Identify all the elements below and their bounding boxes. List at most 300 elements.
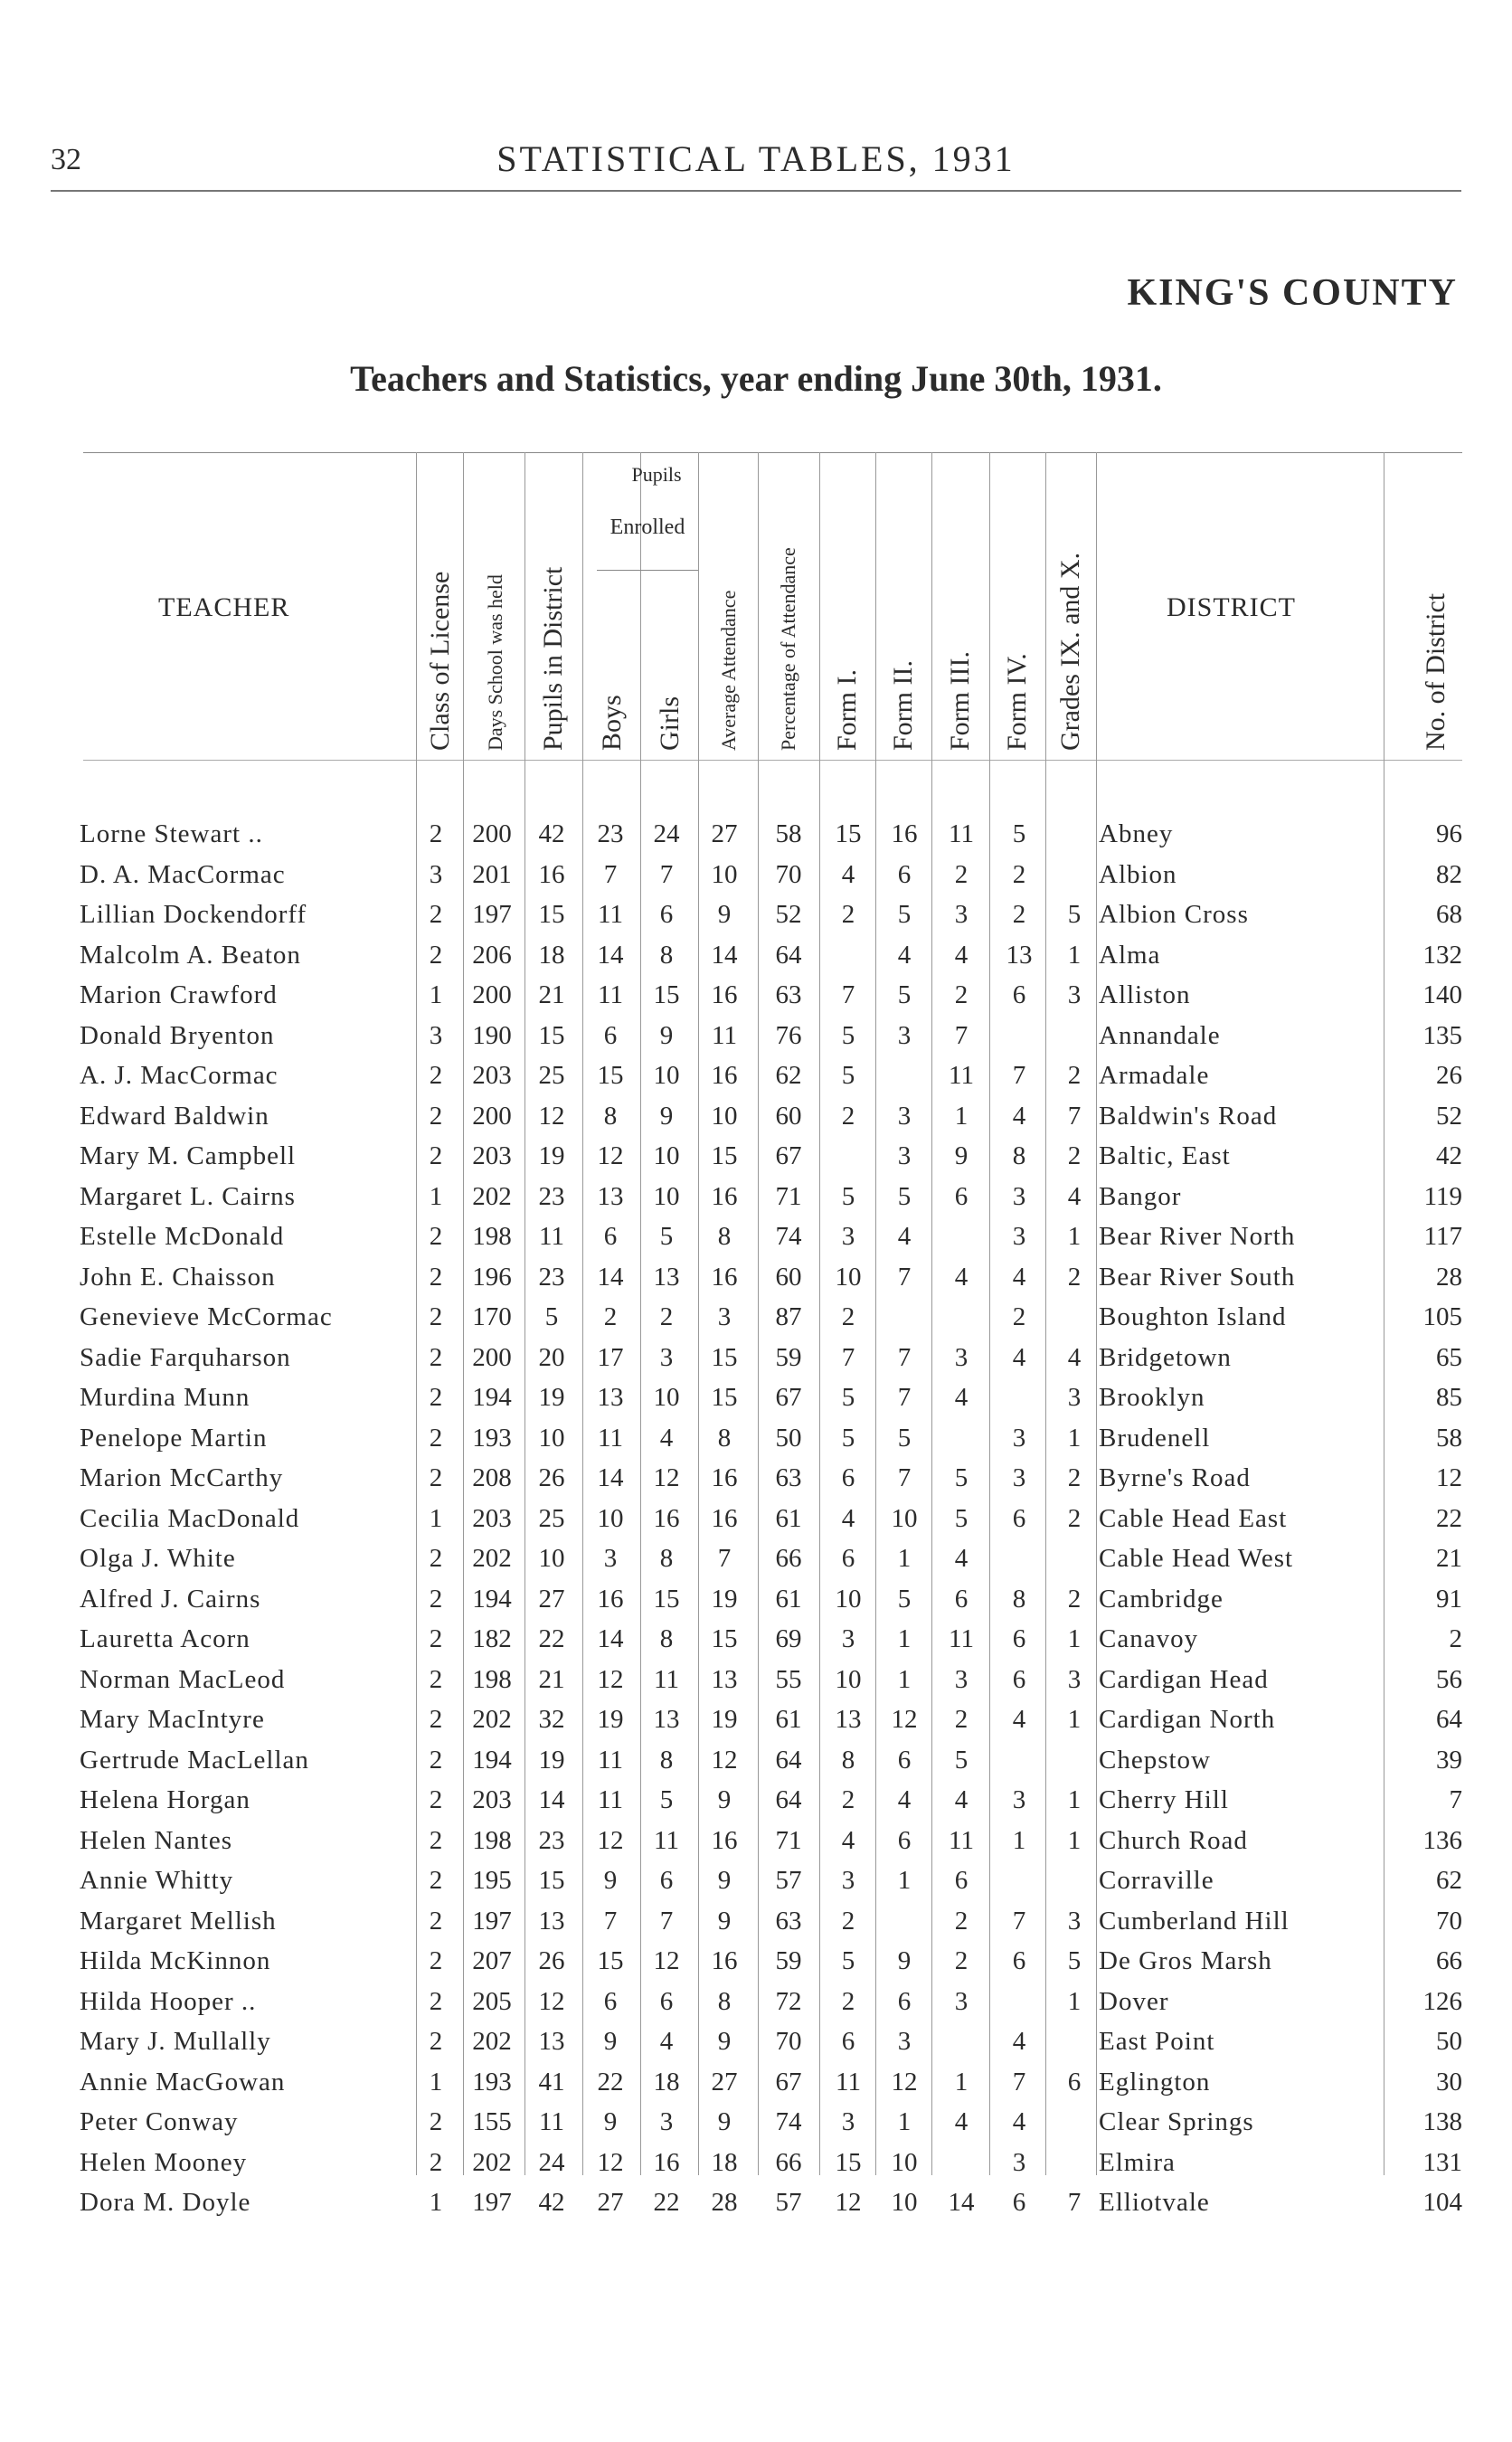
district-name: Cumberland Hill (1099, 1906, 1290, 1936)
boys-cell: 27 (597, 2188, 624, 2217)
district-number: 56 (1436, 1664, 1462, 1694)
form-1-cell: 4 (841, 1503, 855, 1533)
form-4-cell: 6 (1012, 1946, 1026, 1975)
class-of-license-cell: 1 (429, 2067, 443, 2097)
district-number: 28 (1436, 1262, 1462, 1292)
average-attendance-cell: 16 (711, 1463, 738, 1492)
girls-cell: 11 (654, 1664, 679, 1694)
form-3-cell: 4 (954, 1544, 969, 1573)
district-number: 131 (1422, 2147, 1462, 2177)
boys-cell: 11 (598, 1423, 623, 1453)
days-held-cell: 197 (472, 900, 512, 929)
percentage-attendance-cell: 67 (775, 2067, 802, 2097)
average-attendance-cell: 19 (711, 1584, 738, 1614)
form-1-cell: 2 (841, 1101, 855, 1131)
girls-cell: 16 (653, 2147, 680, 2177)
form-4-cell: 4 (1012, 1705, 1026, 1734)
girls-cell: 2 (659, 1302, 674, 1331)
grades-cell: 3 (1067, 1383, 1082, 1412)
pupils-in-district-cell: 32 (538, 1705, 565, 1734)
grades-cell: 6 (1067, 2067, 1082, 2097)
form-1-cell: 2 (841, 1986, 855, 2016)
district-name: Abney (1099, 819, 1174, 848)
district-number: 70 (1436, 1906, 1462, 1936)
percentage-attendance-cell: 63 (775, 1906, 802, 1936)
form-2-cell: 4 (897, 940, 912, 970)
form-3-cell: 2 (954, 1946, 969, 1975)
teacher-name: D. A. MacCormac (80, 859, 286, 889)
district-name: Bear River South (1099, 1262, 1296, 1292)
district-number: 39 (1436, 1745, 1462, 1775)
teacher-name: Alfred J. Cairns (80, 1584, 261, 1614)
district-number: 21 (1436, 1544, 1462, 1573)
percentage-attendance-cell: 69 (775, 1624, 802, 1653)
days-held-cell: 195 (472, 1866, 512, 1895)
teacher-name: Edward Baldwin (80, 1101, 269, 1131)
teacher-name: A. J. MacCormac (80, 1061, 279, 1090)
table-row (0, 1619, 1512, 1659)
form-2-cell: 1 (897, 1664, 912, 1694)
days-held-cell: 194 (472, 1745, 512, 1775)
table-row (0, 1055, 1512, 1095)
table-row (0, 1982, 1512, 2021)
pupils-in-district-cell: 26 (538, 1946, 565, 1975)
teacher-name: Lauretta Acorn (80, 1624, 250, 1653)
district-number: 12 (1436, 1463, 1462, 1492)
percentage-attendance-cell: 71 (775, 1181, 802, 1211)
teacher-name: Margaret L. Cairns (80, 1181, 296, 1211)
teacher-name: Penelope Martin (80, 1423, 268, 1453)
form-2-cell: 5 (897, 1584, 912, 1614)
form-1-cell: 5 (841, 1946, 855, 1975)
boys-cell: 9 (603, 2027, 618, 2056)
grades-cell: 3 (1067, 1664, 1082, 1694)
form-4-cell: 8 (1012, 1584, 1026, 1614)
form-3-cell: 11 (949, 1624, 974, 1653)
pupils-in-district-cell: 41 (538, 2067, 565, 2097)
girls-cell: 11 (654, 1825, 679, 1855)
form-1-cell: 8 (841, 1745, 855, 1775)
district-name: Cardigan North (1099, 1705, 1276, 1734)
average-attendance-cell: 8 (717, 1986, 732, 2016)
class-of-license-cell: 2 (429, 940, 443, 970)
average-attendance-cell: 18 (711, 2147, 738, 2177)
girls-cell: 5 (659, 1222, 674, 1251)
pupils-in-district-cell: 10 (538, 1423, 565, 1453)
percentage-attendance-cell: 63 (775, 980, 802, 1009)
district-name: Armadale (1099, 1061, 1210, 1090)
form-2-cell: 10 (891, 2188, 918, 2217)
grades-cell: 3 (1067, 1906, 1082, 1936)
grades-cell: 2 (1067, 1061, 1082, 1090)
boys-cell: 11 (598, 1745, 623, 1775)
class-of-license-cell: 2 (429, 1262, 443, 1292)
form-3-cell: 5 (954, 1463, 969, 1492)
class-of-license-cell: 2 (429, 1342, 443, 1372)
district-number: 136 (1422, 1825, 1462, 1855)
form-4-cell: 1 (1012, 1825, 1026, 1855)
form-4-cell: 3 (1012, 1463, 1026, 1492)
table-row (0, 1660, 1512, 1699)
days-held-cell: 200 (472, 1101, 512, 1131)
district-name: Byrne's Road (1099, 1463, 1251, 1492)
header-boys: Boys (597, 695, 627, 751)
district-name: Boughton Island (1099, 1302, 1287, 1331)
teacher-name: Helena Horgan (80, 1785, 250, 1814)
percentage-attendance-cell: 70 (775, 859, 802, 889)
percentage-attendance-cell: 50 (775, 1423, 802, 1453)
class-of-license-cell: 2 (429, 1061, 443, 1090)
percentage-attendance-cell: 62 (775, 1061, 802, 1090)
boys-cell: 12 (597, 1664, 624, 1694)
form-3-cell: 4 (954, 1785, 969, 1814)
county-heading: KING'S COUNTY (1127, 272, 1458, 314)
class-of-license-cell: 2 (429, 819, 443, 848)
boys-cell: 15 (597, 1061, 624, 1090)
form-3-cell: 6 (954, 1584, 969, 1614)
district-number: 66 (1436, 1946, 1462, 1975)
table-row (0, 1499, 1512, 1538)
class-of-license-cell: 3 (429, 859, 443, 889)
average-attendance-cell: 10 (711, 859, 738, 889)
form-4-cell: 6 (1012, 1624, 1026, 1653)
form-3-cell: 3 (954, 1986, 969, 2016)
days-held-cell: 193 (472, 2067, 512, 2097)
percentage-attendance-cell: 57 (775, 2188, 802, 2217)
form-4-cell: 6 (1012, 1664, 1026, 1694)
average-attendance-cell: 9 (717, 2107, 732, 2136)
boys-cell: 7 (603, 859, 618, 889)
form-3-cell: 11 (949, 1825, 974, 1855)
teacher-name: Gertrude MacLellan (80, 1745, 309, 1775)
form-4-cell: 4 (1012, 1101, 1026, 1131)
form-4-cell: 3 (1012, 1423, 1026, 1453)
district-number: 91 (1436, 1584, 1462, 1614)
grades-cell: 1 (1067, 1624, 1082, 1653)
district-name: Elmira (1099, 2147, 1176, 2177)
pupils-in-district-cell: 14 (538, 1785, 565, 1814)
pupils-in-district-cell: 42 (538, 819, 565, 848)
form-3-cell: 14 (948, 2188, 975, 2217)
percentage-attendance-cell: 76 (775, 1020, 802, 1050)
days-held-cell: 203 (472, 1785, 512, 1814)
percentage-attendance-cell: 61 (775, 1503, 802, 1533)
days-held-cell: 190 (472, 1020, 512, 1050)
form-4-cell: 4 (1012, 2107, 1026, 2136)
girls-cell: 4 (659, 1423, 674, 1453)
form-2-cell: 10 (891, 2147, 918, 2177)
girls-cell: 12 (653, 1946, 680, 1975)
table-row (0, 1538, 1512, 1578)
table-row (0, 2182, 1512, 2222)
teacher-name: Cecilia MacDonald (80, 1503, 300, 1533)
boys-cell: 6 (603, 1986, 618, 2016)
boys-cell: 14 (597, 940, 624, 970)
form-2-cell: 7 (897, 1262, 912, 1292)
table-row (0, 1821, 1512, 1860)
girls-cell: 9 (659, 1101, 674, 1131)
form-2-cell: 5 (897, 980, 912, 1009)
boys-cell: 7 (603, 1906, 618, 1936)
teacher-name: Peter Conway (80, 2107, 239, 2136)
district-name: Baldwin's Road (1099, 1101, 1278, 1131)
class-of-license-cell: 2 (429, 1141, 443, 1170)
pupils-in-district-cell: 23 (538, 1181, 565, 1211)
boys-cell: 23 (597, 819, 624, 848)
district-name: Albion (1099, 859, 1177, 889)
header-enrolled-rule (597, 570, 698, 571)
table-row (0, 1740, 1512, 1780)
grades-cell: 2 (1067, 1262, 1082, 1292)
grades-cell: 1 (1067, 1825, 1082, 1855)
header-form-3: Form III. (945, 651, 975, 751)
table-row (0, 1780, 1512, 1820)
pupils-in-district-cell: 27 (538, 1584, 565, 1614)
form-2-cell: 7 (897, 1463, 912, 1492)
average-attendance-cell: 3 (717, 1302, 732, 1331)
district-number: 65 (1436, 1342, 1462, 1372)
form-4-cell: 5 (1012, 819, 1026, 848)
average-attendance-cell: 15 (711, 1383, 738, 1412)
teacher-name: Genevieve McCormac (80, 1302, 333, 1331)
pupils-in-district-cell: 16 (538, 859, 565, 889)
header-bottom-rule (83, 760, 1462, 761)
form-1-cell: 3 (841, 1222, 855, 1251)
pupils-in-district-cell: 15 (538, 1020, 565, 1050)
percentage-attendance-cell: 64 (775, 1785, 802, 1814)
table-row (0, 1699, 1512, 1739)
form-1-cell: 3 (841, 1624, 855, 1653)
header-grades: Grades IX. and X. (1055, 552, 1085, 751)
form-3-cell: 9 (954, 1141, 969, 1170)
percentage-attendance-cell: 59 (775, 1946, 802, 1975)
average-attendance-cell: 9 (717, 2027, 732, 2056)
district-name: Albion Cross (1099, 900, 1249, 929)
teacher-name: John E. Chaisson (80, 1262, 276, 1292)
table-row (0, 1216, 1512, 1256)
pupils-in-district-cell: 20 (538, 1342, 565, 1372)
district-number: 26 (1436, 1061, 1462, 1090)
average-attendance-cell: 14 (711, 940, 738, 970)
form-1-cell: 11 (836, 2067, 861, 2097)
form-4-cell: 3 (1012, 1785, 1026, 1814)
girls-cell: 10 (653, 1141, 680, 1170)
teacher-name: Norman MacLeod (80, 1664, 286, 1694)
table-row (0, 935, 1512, 975)
class-of-license-cell: 2 (429, 2147, 443, 2177)
average-attendance-cell: 16 (711, 1503, 738, 1533)
teacher-name: Mary MacIntyre (80, 1705, 265, 1734)
average-attendance-cell: 16 (711, 1262, 738, 1292)
girls-cell: 16 (653, 1503, 680, 1533)
page-number: 32 (51, 143, 81, 176)
teacher-name: Helen Nantes (80, 1825, 233, 1855)
table-row (0, 1377, 1512, 1417)
days-held-cell: 198 (472, 1222, 512, 1251)
average-attendance-cell: 9 (717, 1785, 732, 1814)
girls-cell: 8 (659, 1544, 674, 1573)
district-number: 22 (1436, 1503, 1462, 1533)
grades-cell: 4 (1067, 1342, 1082, 1372)
form-2-cell: 9 (897, 1946, 912, 1975)
pupils-in-district-cell: 10 (538, 1544, 565, 1573)
boys-cell: 14 (597, 1262, 624, 1292)
girls-cell: 13 (653, 1705, 680, 1734)
form-3-cell: 4 (954, 1262, 969, 1292)
district-name: Cardigan Head (1099, 1664, 1269, 1694)
percentage-attendance-cell: 67 (775, 1383, 802, 1412)
class-of-license-cell: 2 (429, 1383, 443, 1412)
pupils-in-district-cell: 11 (539, 2107, 564, 2136)
average-attendance-cell: 11 (712, 1020, 737, 1050)
district-number: 82 (1436, 859, 1462, 889)
boys-cell: 9 (603, 2107, 618, 2136)
percentage-attendance-cell: 64 (775, 940, 802, 970)
class-of-license-cell: 2 (429, 1906, 443, 1936)
days-held-cell: 198 (472, 1664, 512, 1694)
percentage-attendance-cell: 66 (775, 2147, 802, 2177)
grades-cell: 1 (1067, 1986, 1082, 2016)
district-number: 62 (1436, 1866, 1462, 1895)
average-attendance-cell: 12 (711, 1745, 738, 1775)
class-of-license-cell: 2 (429, 1785, 443, 1814)
teacher-name: Olga J. White (80, 1544, 236, 1573)
form-4-cell: 13 (1006, 940, 1033, 970)
grades-cell: 1 (1067, 1705, 1082, 1734)
teacher-name: Hilda McKinnon (80, 1946, 271, 1975)
boys-cell: 11 (598, 1785, 623, 1814)
pupils-in-district-cell: 21 (538, 980, 565, 1009)
form-3-cell: 1 (954, 2067, 969, 2097)
girls-cell: 22 (653, 2188, 680, 2217)
form-1-cell: 2 (841, 1785, 855, 1814)
form-1-cell: 6 (841, 2027, 855, 2056)
average-attendance-cell: 16 (711, 1946, 738, 1975)
girls-cell: 10 (653, 1383, 680, 1412)
form-4-cell: 6 (1012, 1503, 1026, 1533)
girls-cell: 8 (659, 1624, 674, 1653)
district-name: Elliotvale (1099, 2188, 1210, 2217)
class-of-license-cell: 2 (429, 900, 443, 929)
form-2-cell: 6 (897, 1745, 912, 1775)
form-2-cell: 16 (891, 819, 918, 848)
table-row (0, 975, 1512, 1015)
girls-cell: 4 (659, 2027, 674, 2056)
girls-cell: 7 (659, 1906, 674, 1936)
percentage-attendance-cell: 57 (775, 1866, 802, 1895)
form-1-cell: 5 (841, 1020, 855, 1050)
form-3-cell: 3 (954, 900, 969, 929)
girls-cell: 10 (653, 1061, 680, 1090)
form-2-cell: 3 (897, 2027, 912, 2056)
girls-cell: 5 (659, 1785, 674, 1814)
district-number: 30 (1436, 2067, 1462, 2097)
form-2-cell: 4 (897, 1222, 912, 1251)
class-of-license-cell: 2 (429, 1664, 443, 1694)
teacher-name: Hilda Hooper .. (80, 1986, 257, 2016)
form-3-cell: 6 (954, 1866, 969, 1895)
teacher-name: Mary J. Mullally (80, 2027, 271, 2056)
district-name: Annandale (1099, 1020, 1221, 1050)
district-number: 117 (1423, 1222, 1462, 1251)
boys-cell: 19 (597, 1705, 624, 1734)
table-row (0, 2021, 1512, 2061)
form-4-cell: 4 (1012, 2027, 1026, 2056)
form-2-cell: 5 (897, 1423, 912, 1453)
days-held-cell: 207 (472, 1946, 512, 1975)
class-of-license-cell: 2 (429, 1825, 443, 1855)
district-name: Cherry Hill (1099, 1785, 1229, 1814)
percentage-attendance-cell: 63 (775, 1463, 802, 1492)
days-held-cell: 205 (472, 1986, 512, 2016)
boys-cell: 6 (603, 1020, 618, 1050)
pupils-in-district-cell: 5 (544, 1302, 559, 1331)
pupils-in-district-cell: 26 (538, 1463, 565, 1492)
class-of-license-cell: 2 (429, 1745, 443, 1775)
form-3-cell: 6 (954, 1181, 969, 1211)
form-1-cell: 5 (841, 1181, 855, 1211)
form-1-cell: 10 (835, 1664, 862, 1694)
average-attendance-cell: 13 (711, 1664, 738, 1694)
header-district: DISTRICT (1167, 592, 1296, 622)
pupils-in-district-cell: 18 (538, 940, 565, 970)
boys-cell: 13 (597, 1383, 624, 1412)
form-2-cell: 4 (897, 1785, 912, 1814)
form-2-cell: 7 (897, 1342, 912, 1372)
table-row (0, 894, 1512, 934)
days-held-cell: 196 (472, 1262, 512, 1292)
table-row (0, 1338, 1512, 1377)
form-2-cell: 6 (897, 1986, 912, 2016)
percentage-attendance-cell: 67 (775, 1141, 802, 1170)
header-no-of-district: No. of District (1421, 592, 1451, 751)
percentage-attendance-cell: 58 (775, 819, 802, 848)
percentage-attendance-cell: 66 (775, 1544, 802, 1573)
teacher-name: Annie Whitty (80, 1866, 234, 1895)
table-row (0, 1941, 1512, 1981)
teacher-name: Sadie Farquharson (80, 1342, 291, 1372)
form-1-cell: 2 (841, 1906, 855, 1936)
average-attendance-cell: 16 (711, 1825, 738, 1855)
form-1-cell: 3 (841, 2107, 855, 2136)
boys-cell: 17 (597, 1342, 624, 1372)
district-name: Chepstow (1099, 1745, 1211, 1775)
average-attendance-cell: 9 (717, 1866, 732, 1895)
grades-cell: 2 (1067, 1584, 1082, 1614)
form-1-cell: 7 (841, 980, 855, 1009)
running-header: STATISTICAL TABLES, 1931 (496, 138, 1016, 179)
district-name: Cable Head East (1099, 1503, 1288, 1533)
table-row (0, 855, 1512, 894)
header-form-4: Form IV. (1002, 653, 1032, 751)
district-number: 50 (1436, 2027, 1462, 2056)
district-name: Bridgetown (1099, 1342, 1232, 1372)
district-number: 126 (1422, 1986, 1462, 2016)
pupils-in-district-cell: 19 (538, 1383, 565, 1412)
form-4-cell: 7 (1012, 1906, 1026, 1936)
form-2-cell: 12 (891, 2067, 918, 2097)
days-held-cell: 200 (472, 980, 512, 1009)
form-1-cell: 3 (841, 1866, 855, 1895)
teacher-name: Mary M. Campbell (80, 1141, 297, 1170)
class-of-license-cell: 1 (429, 1503, 443, 1533)
average-attendance-cell: 7 (717, 1544, 732, 1573)
days-held-cell: 202 (472, 2147, 512, 2177)
average-attendance-cell: 27 (711, 2067, 738, 2097)
grades-cell: 7 (1067, 1101, 1082, 1131)
grades-cell: 1 (1067, 1423, 1082, 1453)
form-1-cell: 5 (841, 1061, 855, 1090)
